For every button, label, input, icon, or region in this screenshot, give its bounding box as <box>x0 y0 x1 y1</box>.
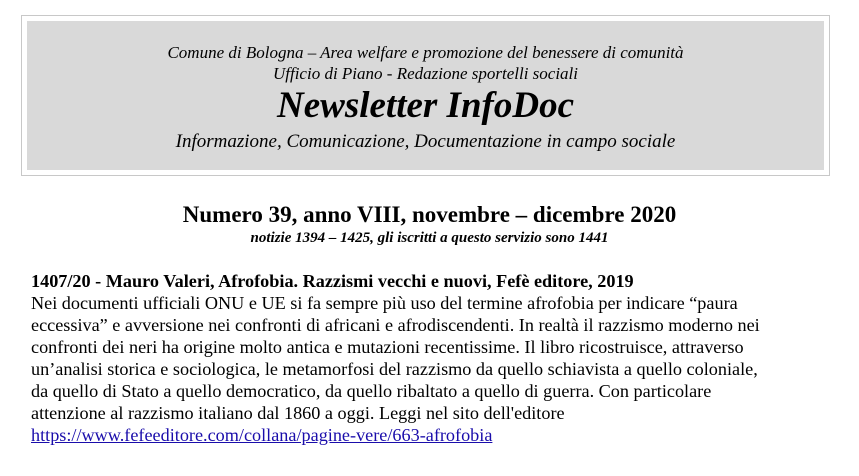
newsletter-header-panel <box>27 21 824 170</box>
newsletter-subtitle: Informazione, Comunicazione, Documentazione in campo sociale <box>175 131 676 152</box>
article-body-line: confronti dei neri ha origine molto antica e mutazioni recentissime. Il libro ricostruisce, attraverso <box>31 337 744 357</box>
article-heading: 1407/20 - Mauro Valeri, Afrofobia. Razzismi vecchi e nuovi, Fefè editore, 2019 <box>31 271 634 291</box>
issue-notes: notizie 1394 – 1425, gli iscritti a questo servizio sono 1441 <box>250 230 609 246</box>
organization-line: Comune di Bologna – Area welfare e promozione del benessere di comunità <box>167 43 684 62</box>
article-body-line: da quello di Stato a quello democratico, da quello ribaltato a quello di guerra. Con particolare <box>31 381 712 401</box>
publisher-link[interactable]: https://www.fefeeditore.com/collana/pagine-vere/663-afrofobia <box>31 425 493 445</box>
office-line: Ufficio di Piano - Redazione sportelli sociali <box>272 64 579 83</box>
article-body-line: eccessiva” e avversione nei confronti di africani e afrodiscendenti. In realtà il razzismo moderno nei <box>31 315 760 335</box>
article-body-line: Nei documenti ufficiali ONU e UE si fa sempre più uso del termine afrofobia per indicare “paura <box>31 293 738 313</box>
newsletter-title: Newsletter InfoDoc <box>277 85 574 126</box>
article-body-line: un’analisi storica e sociologica, le metamorfosi del razzismo da quello schiavista a quello coloniale, <box>31 359 758 379</box>
issue-title: Numero 39, anno VIII, novembre – dicembre 2020 <box>182 202 677 227</box>
newsletter-header <box>21 15 830 176</box>
article <box>31 270 831 446</box>
article-body-line: attenzione al razzismo italiano dal 1860 a oggi. Leggi nel sito dell'editore <box>31 403 565 423</box>
